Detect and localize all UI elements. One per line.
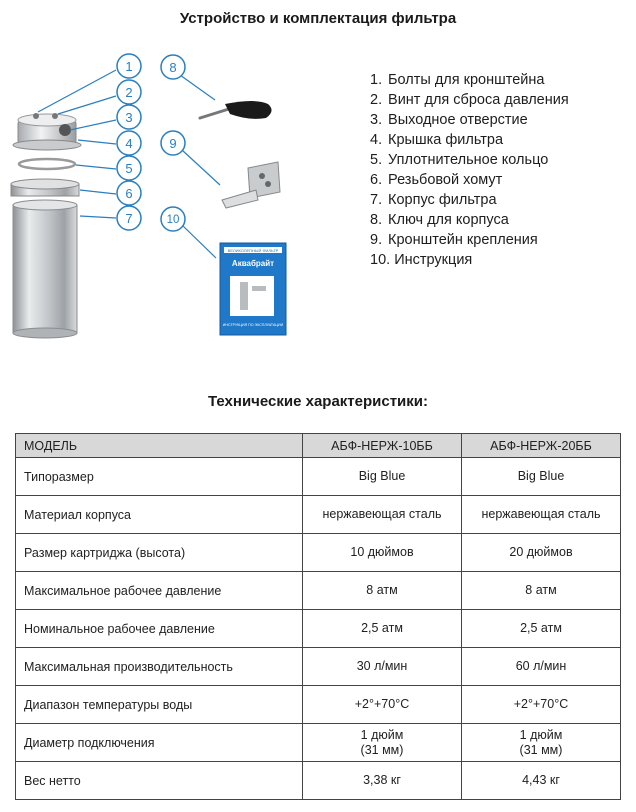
callout-6: [117, 181, 141, 205]
header-model-10bb: АБФ-НЕРЖ-10ББ: [303, 434, 462, 458]
table-row: [16, 458, 621, 496]
table-row: [16, 496, 621, 534]
svg-text:6: 6: [125, 186, 133, 201]
parts-list: [370, 70, 569, 270]
table-row: [16, 534, 621, 572]
header-model-20bb: АБФ-НЕРЖ-20ББ: [462, 434, 621, 458]
row-value: +2°+70°С: [462, 686, 621, 724]
svg-text:1: 1: [125, 59, 133, 74]
seal-ring: [19, 159, 75, 169]
row-label: Диаметр подключения: [16, 724, 303, 762]
row-label: Материал корпуса: [16, 496, 303, 534]
outlet-hole: [59, 124, 71, 136]
callout-10: [161, 207, 185, 231]
row-label: Номинальное рабочее давление: [16, 610, 303, 648]
callout-8: [161, 55, 185, 79]
row-value: 8 атм: [462, 572, 621, 610]
svg-text:9: 9: [169, 136, 177, 151]
housing-wrench-icon: [200, 101, 272, 119]
callout-4: [117, 131, 141, 155]
section-title-device: Устройство и комплектация фильтра: [179, 10, 457, 27]
list-item: 9. Кронштейн крепления: [370, 232, 538, 248]
table-row: [16, 610, 621, 648]
svg-text:5: 5: [125, 161, 133, 176]
row-value: нержавеющая сталь: [462, 496, 621, 534]
list-item: 5. Уплотнительное кольцо: [370, 152, 549, 168]
svg-text:8: 8: [169, 60, 177, 75]
row-label: Типоразмер: [16, 458, 303, 496]
row-label: Максимальное рабочее давление: [16, 572, 303, 610]
row-value: 10 дюймов: [303, 534, 462, 572]
row-value: 1 дюйм (31 мм): [303, 724, 462, 762]
filter-illustration: [0, 40, 360, 370]
filter-cap: [13, 113, 81, 150]
row-label: Максимальная производительность: [16, 648, 303, 686]
callout-7: [117, 206, 141, 230]
callout-5: [117, 156, 141, 180]
table-row: [16, 724, 621, 762]
list-item: 1. Болты для кронштейна: [370, 72, 545, 88]
svg-text:7: 7: [125, 211, 133, 226]
row-label: Размер картриджа (высота): [16, 534, 303, 572]
row-value: 2,5 атм: [303, 610, 462, 648]
svg-text:ИНСТРУКЦИЯ ПО ЭКСПЛУАТАЦИИ: ИНСТРУКЦИЯ ПО ЭКСПЛУАТАЦИИ: [222, 323, 284, 327]
list-item: 6. Резьбовой хомут: [370, 172, 503, 188]
list-item: 4. Крышка фильтра: [370, 132, 504, 148]
specs-table: [15, 433, 621, 800]
svg-text:10: 10: [166, 214, 180, 226]
row-value: 20 дюймов: [462, 534, 621, 572]
filter-housing: [13, 200, 77, 338]
table-header-row: [16, 434, 621, 458]
bracket-bolt: [52, 113, 58, 119]
list-item: 7. Корпус фильтра: [370, 192, 497, 208]
row-value: 30 л/мин: [303, 648, 462, 686]
row-value: 3,38 кг: [303, 762, 462, 800]
row-value: нержавеющая сталь: [303, 496, 462, 534]
list-item: 3. Выходное отверстие: [370, 112, 528, 128]
row-value: +2°+70°С: [303, 686, 462, 724]
row-value: 1 дюйм (31 мм): [462, 724, 621, 762]
row-label: Вес нетто: [16, 762, 303, 800]
mounting-bracket-icon: [222, 162, 280, 208]
callout-9: [161, 131, 185, 155]
callout-3: [117, 105, 141, 129]
instruction-manual-icon: [220, 243, 286, 335]
table-row: [16, 686, 621, 724]
row-value: Big Blue: [462, 458, 621, 496]
row-value: 8 атм: [303, 572, 462, 610]
svg-text:3: 3: [125, 110, 133, 125]
table-row: [16, 648, 621, 686]
svg-text:ВЕЛИКОЛЕПНЫЙ ФИЛЬТР: ВЕЛИКОЛЕПНЫЙ ФИЛЬТР: [227, 248, 279, 253]
list-item: 10. Инструкция: [370, 252, 473, 268]
svg-text:Аквабрайт: Аквабрайт: [231, 259, 275, 268]
callout-2: [117, 80, 141, 104]
callout-1: [117, 54, 141, 78]
header-model: МОДЕЛЬ: [16, 434, 303, 458]
list-item: 8. Ключ для корпуса: [370, 212, 509, 228]
table-row: [16, 572, 621, 610]
svg-text:2: 2: [125, 85, 133, 100]
row-value: 60 л/мин: [462, 648, 621, 686]
section-title-specs: Технические характеристики:: [207, 393, 429, 410]
threaded-clamp: [11, 179, 79, 196]
list-item: 2. Винт для сброса давления: [370, 92, 569, 108]
row-value: 4,43 кг: [462, 762, 621, 800]
row-label: Диапазон температуры воды: [16, 686, 303, 724]
svg-text:4: 4: [125, 136, 133, 151]
bracket-bolt: [33, 113, 39, 119]
row-value: 2,5 атм: [462, 610, 621, 648]
row-value: Big Blue: [303, 458, 462, 496]
table-row: [16, 762, 621, 800]
